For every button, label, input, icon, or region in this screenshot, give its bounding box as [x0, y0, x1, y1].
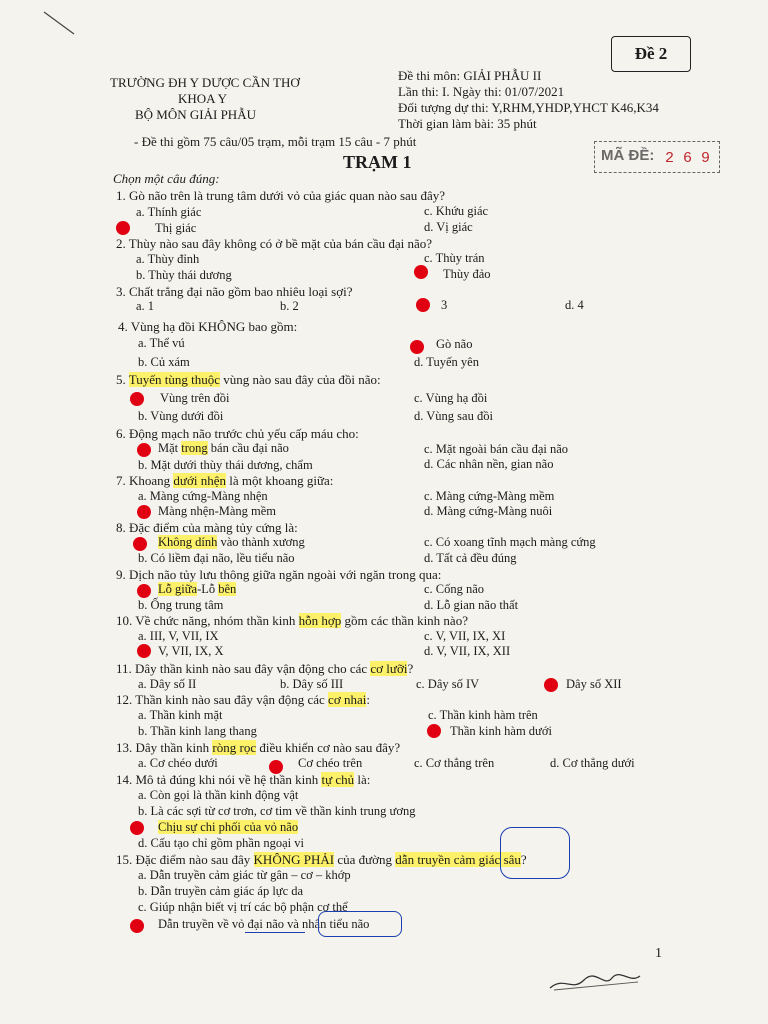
q15-option-d: Dẫn truyền về vỏ đại não và nhân tiểu não	[158, 917, 370, 931]
q5-answer-mark	[130, 392, 144, 406]
q11-option-b: b. Dây số III	[280, 677, 344, 691]
q12-option-a: a. Thần kinh mặt	[138, 708, 223, 722]
q9-option-b: b. Ống trung tâm	[138, 598, 224, 612]
q3-option-a: a. 1	[136, 299, 155, 313]
question-11: 11. Dây thần kinh nào sau đây vận động cho các cơ lưỡi?	[116, 661, 414, 676]
question-3: 3. Chất trắng đại não gồm bao nhiêu loại sợi?	[116, 284, 353, 299]
q3-option-b: b. 2	[280, 299, 299, 313]
q12-option-b: b. Thần kinh lang thang	[138, 724, 257, 738]
q2-option-d: Thùy đảo	[443, 267, 491, 281]
exam-duration: Thời gian làm bài: 35 phút	[398, 116, 537, 131]
q15-option-a: a. Dẫn truyền cảm giác từ gân – cơ – khớp	[138, 868, 351, 882]
exam-note: - Đề thi gồm 75 câu/05 trạm, mỗi trạm 15 câu - 7 phút	[134, 134, 417, 149]
exam-audience: Đối tượng dự thi: Y,RHM,YHDP,YHCT K46,K34	[398, 100, 659, 115]
question-7: 7. Khoang dưới nhện là một khoang giữa:	[116, 473, 334, 488]
department-name: BỘ MÔN GIẢI PHẪU	[135, 107, 256, 122]
q7-option-b: Màng nhện-Màng mềm	[158, 504, 277, 518]
q15-answer-mark	[130, 919, 144, 933]
q14-option-c: Chịu sự chi phối của vỏ não	[158, 820, 299, 834]
q10-option-d: d. V, VII, IX, XII	[424, 644, 511, 658]
q5-option-a: Vùng trên đồi	[160, 391, 230, 405]
ma-de-label: MÃ ĐỀ:	[601, 147, 655, 164]
q6-option-c: c. Mặt ngoài bán cầu đại não	[424, 442, 569, 456]
q10-option-b: V, VII, IX, X	[158, 644, 224, 658]
q2-answer-mark	[414, 265, 428, 279]
q14-option-d: d. Cấu tạo chỉ gồm phần ngoại vi	[138, 836, 304, 850]
q11-option-c: c. Dây số IV	[416, 677, 480, 691]
exam-attempt-date: Lần thi: I. Ngày thi: 01/07/2021	[398, 84, 565, 99]
scan-mark-line	[40, 8, 80, 38]
q6-answer-mark	[137, 443, 151, 457]
instruction: Chọn một câu đúng:	[113, 171, 220, 186]
q1-option-a: a. Thính giác	[136, 205, 202, 219]
q4-option-c: Gò não	[436, 337, 473, 351]
exam-code-text: Đề 2	[634, 44, 668, 63]
school-name: TRƯỜNG ĐH Y DƯỢC CẦN THƠ	[110, 75, 300, 90]
q11-option-a: a. Dây số II	[138, 677, 197, 691]
q13-option-d: d. Cơ thẳng dưới	[550, 756, 635, 770]
question-6: 6. Động mạch não trước chủ yếu cấp máu cho:	[116, 426, 359, 441]
q1-answer-mark	[116, 221, 130, 235]
q15-option-b: b. Dẫn truyền cảm giác áp lực da	[138, 884, 304, 898]
page-number: 1	[655, 946, 662, 961]
ink-circle-nhan-tieu-nao	[318, 911, 402, 937]
ink-underline-vo-dai-nao	[245, 932, 305, 933]
q13-option-b: Cơ chéo trên	[298, 756, 363, 770]
q2-option-a: a. Thùy đỉnh	[136, 252, 200, 266]
q4-answer-mark	[410, 340, 424, 354]
q8-option-d: d. Tất cả đều đúng	[424, 551, 517, 565]
question-1: 1. Gò não trên là trung tâm dưới vỏ của giác quan nào sau đây?	[116, 188, 446, 203]
q8-answer-mark	[133, 537, 147, 551]
q10-option-a: a. III, V, VII, IX	[138, 629, 219, 643]
question-12: 12. Thần kinh nào sau đây vận động các cơ nhai:	[116, 692, 370, 707]
q14-option-b: b. Là các sợi từ cơ trơn, cơ tim về thần kinh trung ương	[138, 804, 416, 818]
q4-option-b: b. Củ xám	[138, 355, 190, 369]
q5-option-c: c. Vùng hạ đồi	[414, 391, 488, 405]
signature-mark	[546, 968, 646, 994]
q13-option-a: a. Cơ chéo dưới	[138, 756, 218, 770]
q8-option-b: b. Có liềm đại não, lều tiểu não	[138, 551, 295, 565]
q4-option-d: d. Tuyến yên	[414, 355, 479, 369]
q14-answer-mark	[130, 821, 144, 835]
q9-option-c: c. Cống não	[424, 582, 485, 596]
question-8: 8. Đặc điểm của màng tủy cứng là:	[116, 520, 298, 535]
q9-option-a: Lỗ giữa-Lỗ bên	[158, 582, 237, 596]
q15-option-c: c. Giúp nhận biết vị trí các bộ phận cơ thể	[138, 900, 348, 914]
q3-option-d: d. 4	[565, 298, 584, 312]
question-4: 4. Vùng hạ đồi KHÔNG bao gồm:	[118, 319, 298, 334]
q10-option-c: c. V, VII, IX, XI	[424, 629, 506, 643]
q9-answer-mark	[137, 584, 151, 598]
q8-option-c: c. Có xoang tĩnh mạch màng cứng	[424, 535, 596, 549]
ink-circle-giac-sau	[500, 827, 570, 879]
q12-answer-mark	[427, 724, 441, 738]
ma-de-box	[594, 141, 720, 173]
q7-option-c: c. Màng cứng-Màng mềm	[424, 489, 555, 503]
q5-option-d: d. Vùng sau đồi	[414, 409, 493, 423]
q2-option-c: c. Thùy trán	[424, 251, 485, 265]
question-5: 5. Tuyến tùng thuộc vùng nào sau đây của đồi não:	[116, 372, 381, 387]
exam-subject: Đề thi môn: GIẢI PHẪU II	[398, 68, 542, 83]
q1-option-d: d. Vị giác	[424, 220, 473, 234]
question-14: 14. Mô tả đúng khi nói về hệ thần kinh tự chủ là:	[116, 772, 371, 787]
q8-option-a: Không dính vào thành xương	[158, 535, 305, 549]
q7-option-a: a. Màng cứng-Màng nhện	[138, 489, 268, 503]
q9-option-d: d. Lỗ gian não thất	[424, 598, 519, 612]
q10-answer-mark	[137, 644, 151, 658]
exam-code-box	[611, 36, 691, 72]
q1-option-c: c. Khứu giác	[424, 204, 489, 218]
q13-option-c: c. Cơ thẳng trên	[414, 756, 495, 770]
ma-de-value: 2 6 9	[665, 150, 711, 167]
q2-option-b: b. Thùy thái dương	[136, 268, 232, 282]
question-15: 15. Đặc điểm nào sau đây KHÔNG PHẢI của đường dẫn truyền cảm giác sâu?	[116, 852, 527, 867]
faculty-name: KHOA Y	[178, 91, 227, 106]
question-13: 13. Dây thần kinh ròng rọc điều khiển cơ nào sau đây?	[116, 740, 401, 755]
q4-option-a: a. Thể vú	[138, 336, 185, 350]
q3-option-c: 3	[441, 298, 448, 312]
q6-option-a: Mặt trong bán cầu đại não	[158, 441, 289, 455]
question-9: 9. Dịch não tủy lưu thông giữa ngăn ngoài với ngăn trong qua:	[116, 567, 442, 582]
q12-option-c: c. Thần kinh hàm trên	[428, 708, 538, 722]
question-2: 2. Thùy nào sau đây không có ở bề mặt của bán cầu đại não?	[116, 236, 433, 251]
q1-option-b: Thị giác	[155, 221, 197, 235]
q5-option-b: b. Vùng dưới đồi	[138, 409, 224, 423]
q14-option-a: a. Còn gọi là thần kinh động vật	[138, 788, 299, 802]
q12-option-d: Thần kinh hàm dưới	[450, 724, 552, 738]
question-10: 10. Về chức năng, nhóm thần kinh hỗn hợp gồm các thần kinh nào?	[116, 613, 468, 628]
q6-option-d: d. Các nhân nền, gian não	[424, 457, 554, 471]
station-title: TRẠM 1	[343, 152, 412, 172]
q3-answer-mark	[416, 298, 430, 312]
q11-option-d: Dây số XII	[566, 677, 622, 691]
q7-option-d: d. Màng cứng-Màng nuôi	[424, 504, 553, 518]
q11-answer-mark	[544, 678, 558, 692]
q6-option-b: b. Mặt dưới thùy thái dương, chẩm	[138, 458, 313, 472]
q7-answer-mark	[137, 505, 151, 519]
